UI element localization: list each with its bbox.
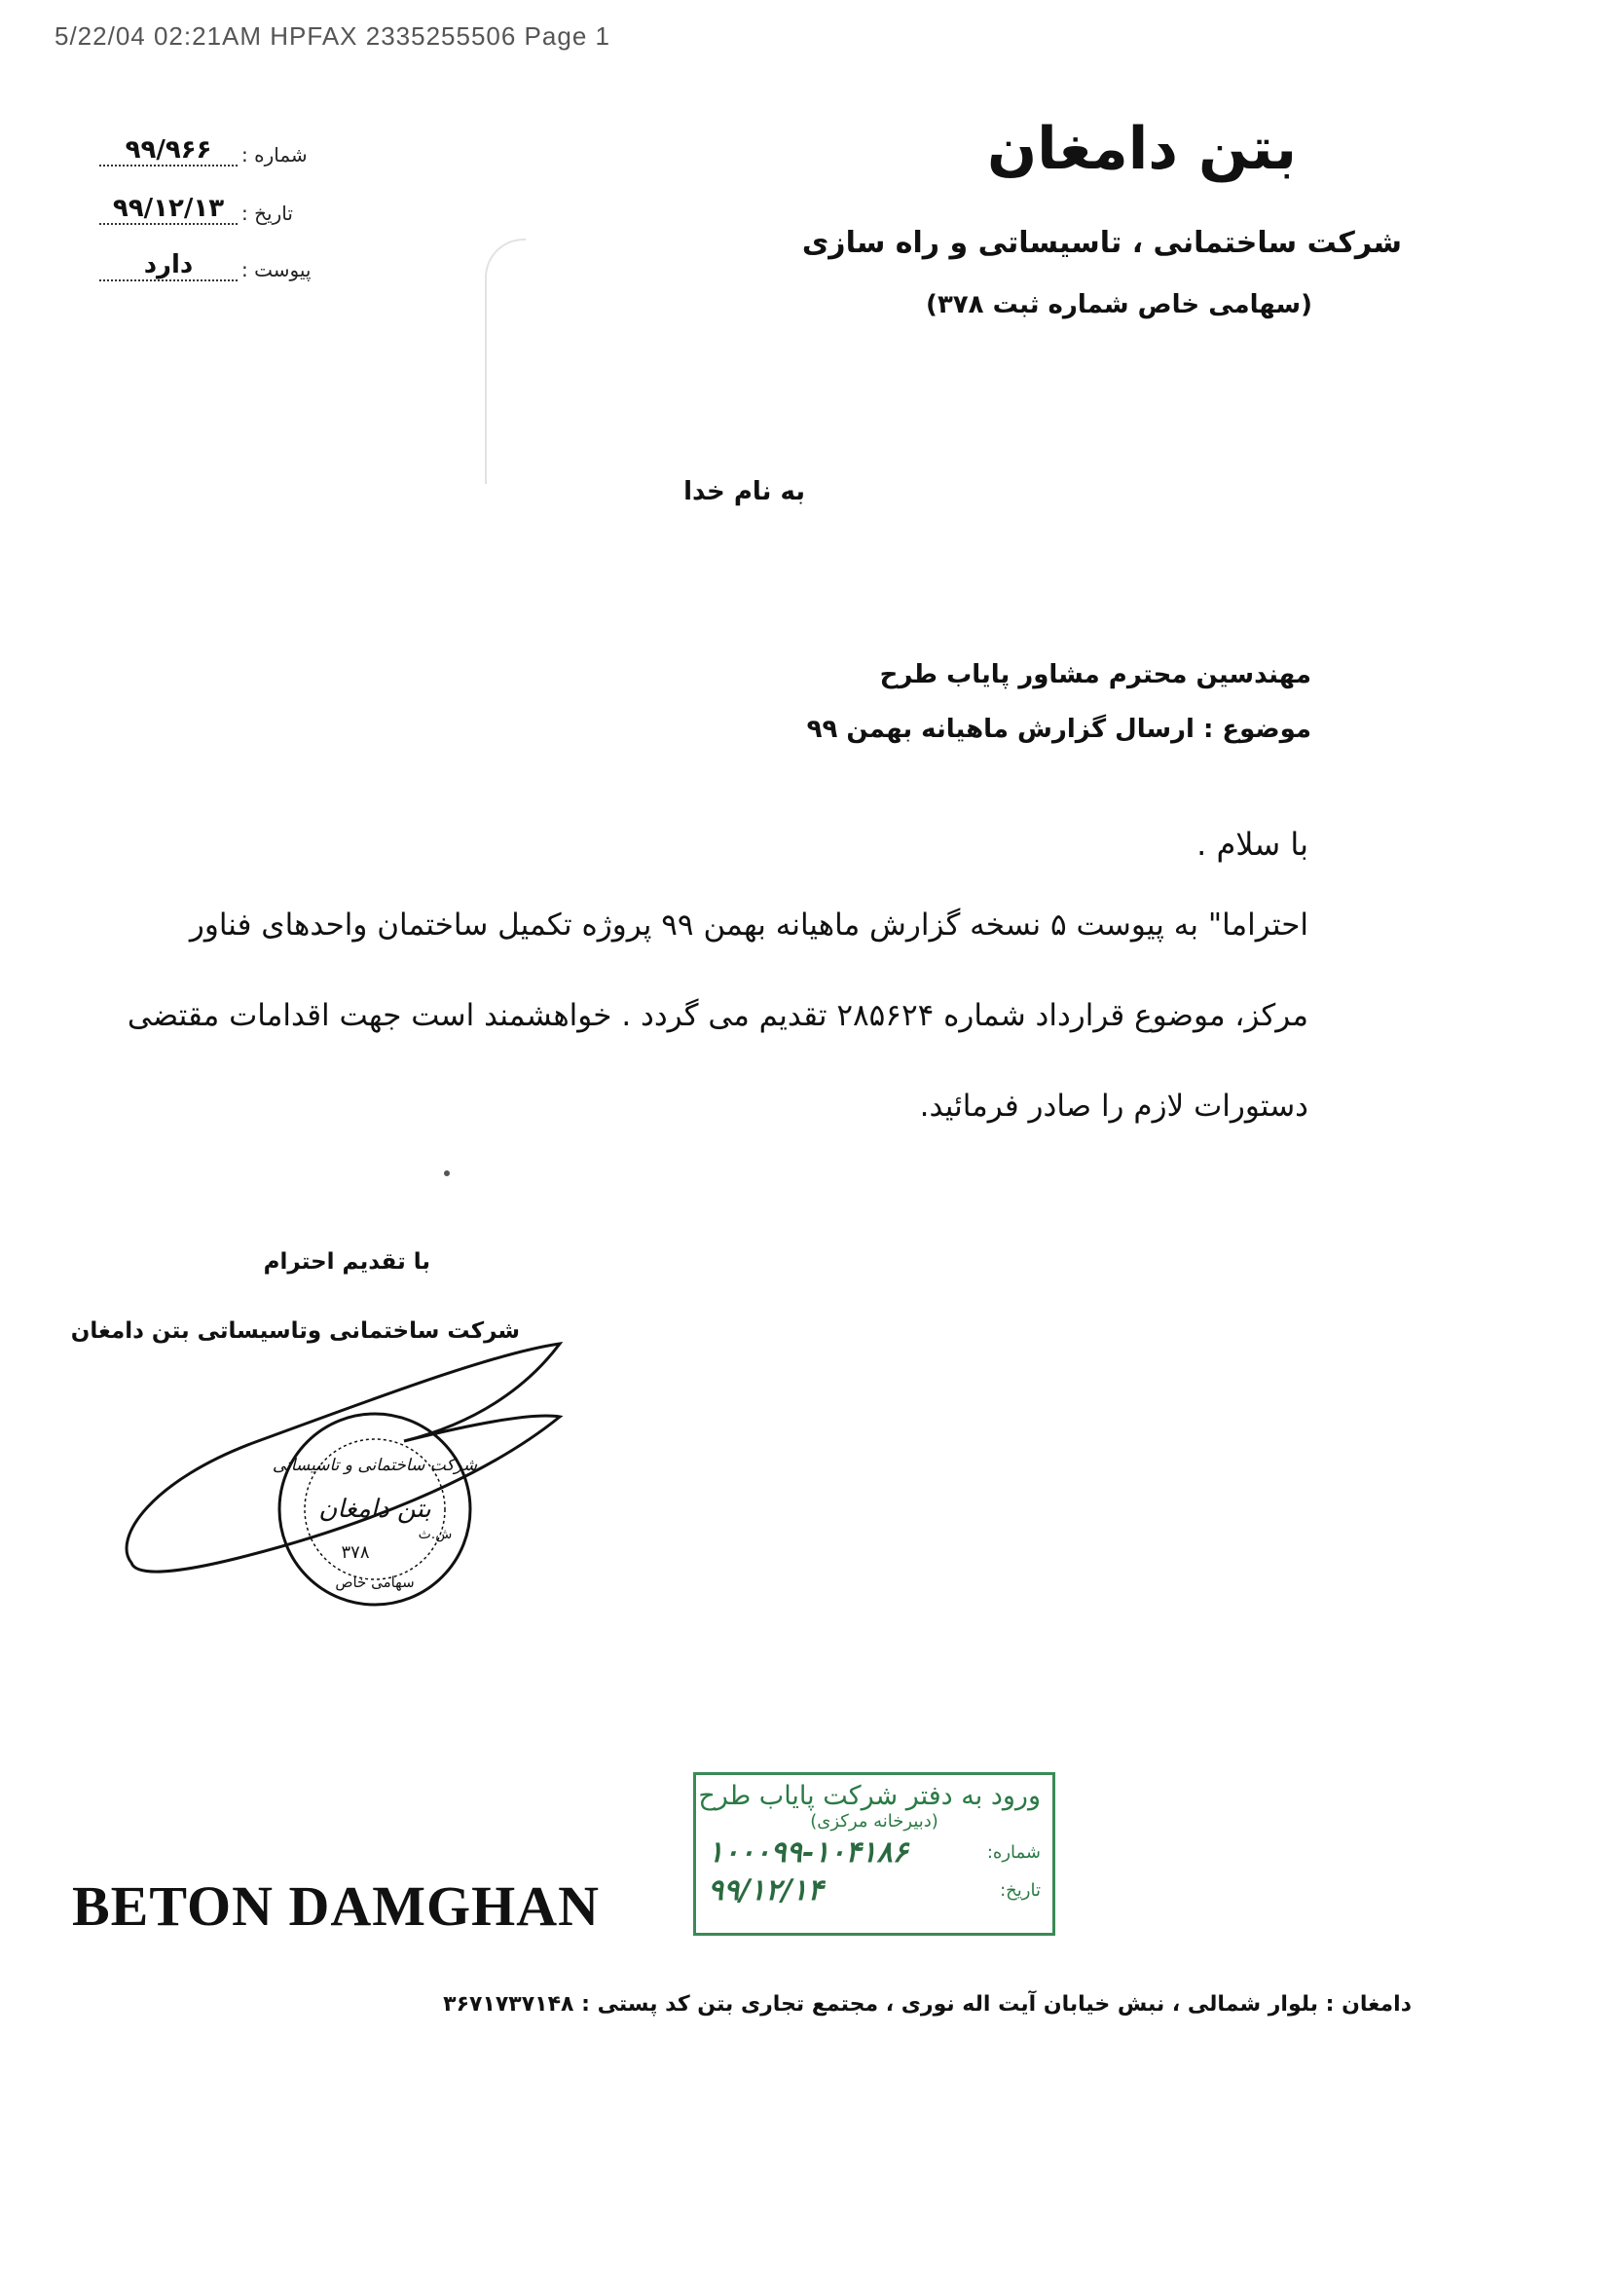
paper-fold-mark (485, 239, 526, 484)
stamp-date-label: تاریخ: (1000, 1880, 1041, 1901)
meta-date-value: ۹۹/۱۲/۱۳ (99, 195, 238, 225)
company-seal (273, 1414, 478, 1605)
signature-and-seal (112, 1315, 570, 1636)
stamp-number-label: شماره: (986, 1842, 1041, 1863)
meta-attachment-label: پیوست : (241, 257, 312, 281)
footer-address: دامغان : بلوار شمالی ، نبش خیابان آیت اله نوری ، مجتمع تجاری بتن کد پستی : ۳۶۷۱۷۳۷۱۴۸ (443, 1992, 1412, 2017)
company-name: بتن دامغان (986, 115, 1297, 183)
company-registration: (سهامی خاص شماره ثبت ۳۷۸) (926, 290, 1312, 319)
stamp-title: ورود به دفتر شرکت پایاب طرح (698, 1781, 1041, 1811)
seal-abbr: ش.ث (418, 1527, 453, 1542)
stamp-date-row (708, 1873, 1041, 1907)
meta-number-label: شماره : (241, 142, 308, 167)
meta-number-row (99, 136, 343, 167)
recipient-line: مهندسین محترم مشاور پایاب طرح (879, 660, 1311, 689)
seal-reg-number: ۳۷۸ (341, 1542, 370, 1563)
body-line-3: دستورات لازم را صادر فرمائید. (919, 1089, 1308, 1124)
basmala-heading: به نام خدا (683, 477, 805, 506)
meta-date-label: تاریخ : (241, 201, 293, 225)
seal-text-bottom: سهامی خاص (335, 1574, 415, 1591)
meta-attachment-row (99, 251, 343, 281)
fax-header: 5/22/04 02:21AM HPFAX 2335255506 Page 1 (55, 21, 610, 51)
seal-text-top: شرکت ساختمانی و تاسیساتی (272, 1456, 478, 1475)
signer-name: شرکت ساختمانی وتاسیساتی بتن دامغان (70, 1318, 520, 1344)
received-stamp (693, 1772, 1055, 1936)
greeting: با سلام . (1196, 826, 1308, 863)
meta-date-row (99, 195, 343, 225)
meta-number-value: ۹۹/۹۶۶ (99, 136, 238, 167)
subject-line: موضوع : ارسال گزارش ماهیانه بهمن ۹۹ (806, 715, 1311, 744)
stamp-number-row (708, 1835, 1041, 1870)
brand-latin: BETON DAMGHAN (72, 1874, 601, 1938)
company-description: شرکت ساختمانی ، تاسیساتی و راه سازی (801, 226, 1402, 260)
seal-text-mid: بتن دامغان (318, 1495, 431, 1524)
scan-speck (444, 1170, 450, 1176)
body-line-2: مرکز، موضوع قرارداد شماره ۲۸۵۶۲۴ تقدیم می گردد . خواهشمند است جهت اقدامات مقتضی (127, 998, 1308, 1033)
stamp-number-value: ۱۰۰۰۹۹-۱۰۴۱۸۶ (708, 1835, 908, 1870)
meta-attachment-value: دارد (99, 251, 238, 281)
body-line-1: احتراما" به پیوست ۵ نسخه گزارش ماهیانه بهمن ۹۹ پروژه تکمیل ساختمان واحدهای فناور (189, 907, 1308, 943)
closing-regards: با تقدیم احترام (263, 1249, 430, 1275)
stamp-subtitle: (دبیرخانه مرکزی) (810, 1811, 938, 1832)
stamp-date-value: ۹۹/۱۲/۱۴ (708, 1873, 824, 1907)
